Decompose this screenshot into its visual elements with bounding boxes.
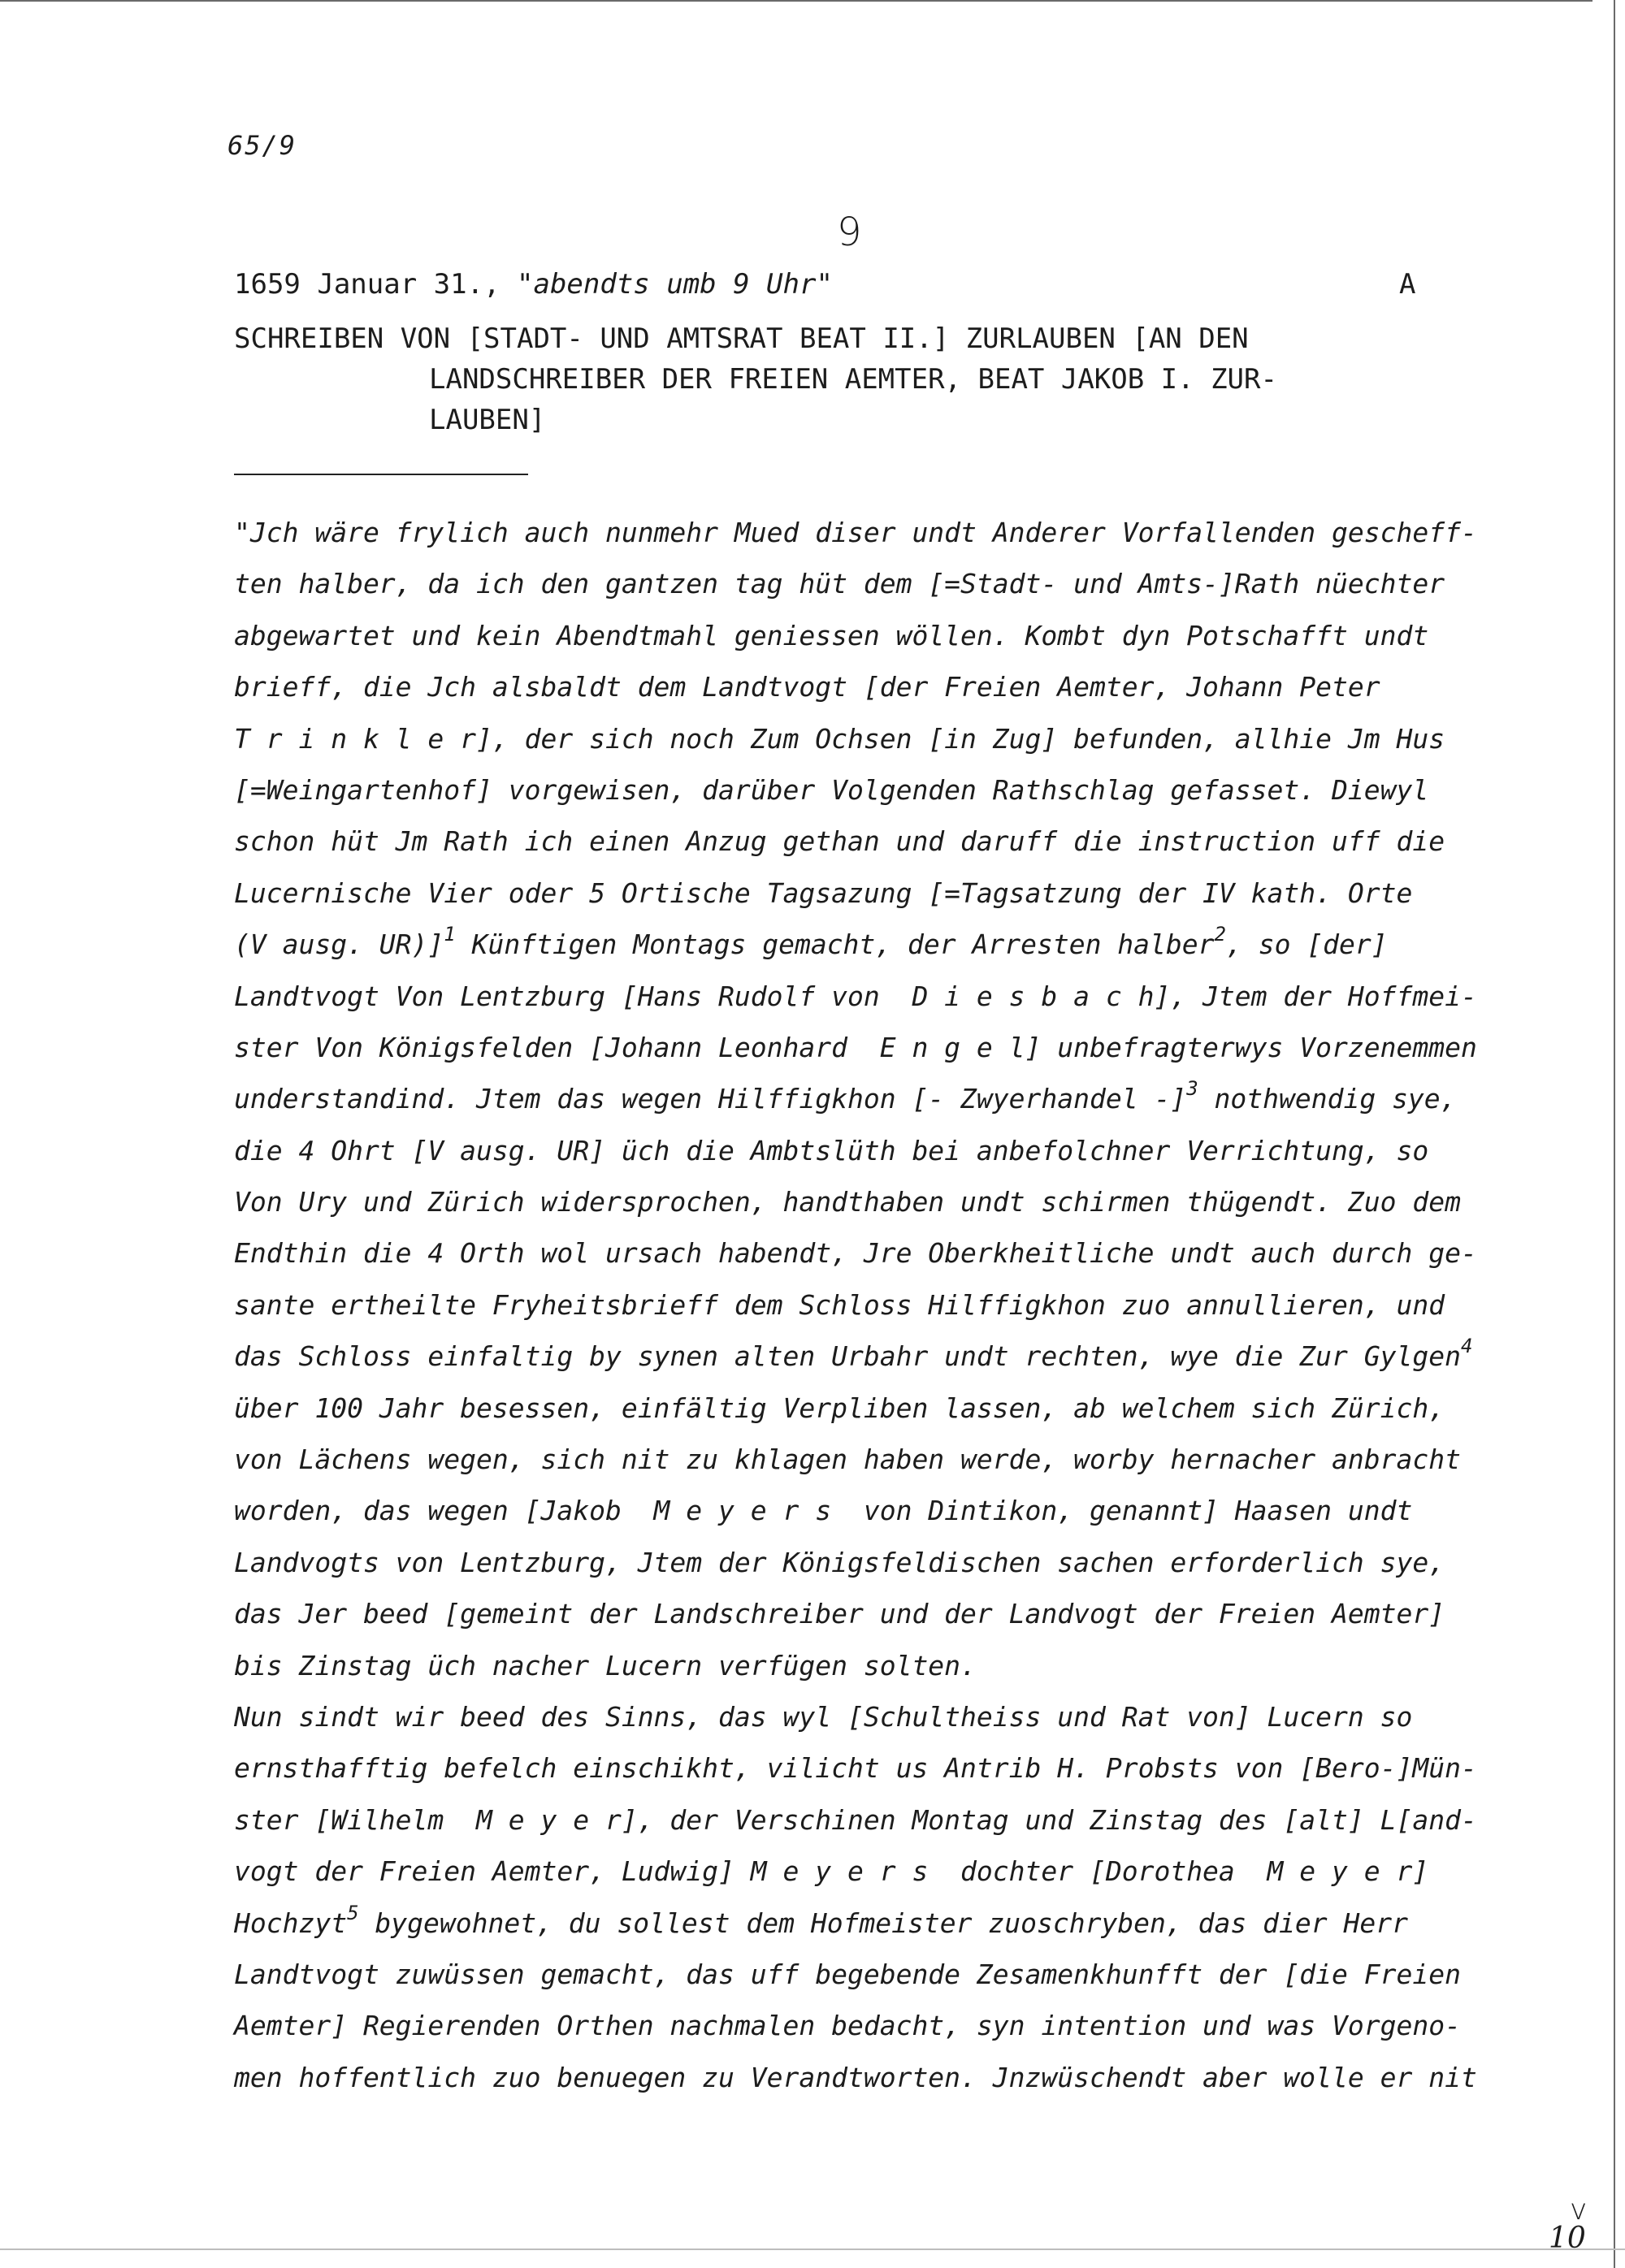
text-segment: (V ausg. UR)] (234, 928, 444, 961)
text-line: Endthin die 4 Orth wol ursach habendt, Jre Oberkheitliche undt auch durch ge- (234, 1237, 1477, 1270)
text-line: Lucernische Vier oder 5 Ortische Tagsazung [=Tagsatzung der IV kath. Orte (234, 876, 1413, 909)
text-line: das Jer beed [gemeint der Landschreiber und der Landvogt der Freien Aemter] (234, 1598, 1445, 1630)
handwritten-check-mark: v (1570, 2193, 1588, 2227)
text-line: ten halber, da ich den gantzen tag hüt dem [=Stadt- und Amts-]Rath nüechter (234, 568, 1445, 600)
text-line: über 100 Jahr besessen, einfältig Verpliben lassen, ab welchem sich Zürich, (234, 1392, 1445, 1424)
footnote-mark: 1 (444, 923, 456, 946)
text-line: Aemter] Regierenden Orthen nachmalen bedacht, syn intention und was Vorgeno- (234, 2010, 1461, 2042)
text-line: sante ertheilte Fryheitsbrieff dem Schloss Hilffigkhon zuo annullieren, und (234, 1288, 1445, 1321)
text-line: bis Zinstag üch nacher Lucern verfügen solten. (234, 1649, 977, 1682)
handwritten-page-number: 10 (1549, 2222, 1586, 2255)
text-line: abgewartet und kein Abendtmahl geniessen wöllen. Kombt dyn Potschafft undt (234, 619, 1429, 651)
text-line: T r i n k l e r], der sich noch Zum Ochsen [in Zug] befunden, allhie Jm Hus (234, 722, 1445, 755)
text-line: Landvogts von Lentzburg, Jtem der Königsfeldischen sachen erforderlich sye, (234, 1546, 1445, 1578)
regest-line: SCHREIBEN VON [STADT- UND AMTSRAT BEAT II.] ZURLAUBEN [AN DEN (234, 322, 1249, 355)
page-edge-bottom (0, 2249, 1625, 2250)
text-line: ster [Wilhelm M e y e r], der Verschinen Montag und Zinstag des [alt] L[and- (234, 1803, 1477, 1836)
regest-line: LAUBEN] (429, 404, 546, 436)
separator-rule (234, 474, 528, 475)
text-line: Landtvogt zuwüssen gemacht, das uff begebende Zesamenkhunfft der [die Freien (234, 1958, 1461, 1990)
text-line: ster Von Königsfelden [Johann Leonhard E n g e l] unbefragterwys Vorzenemmen (234, 1031, 1477, 1063)
text-line (234, 919, 1502, 970)
text-line: ernsthafftig befelch einschikht, vilicht us Antrib H. Probsts von [Bero-]Mün- (234, 1752, 1477, 1785)
text-line: "Jch wäre frylich auch nunmehr Mued diser undt Anderer Vorfallenden gescheff- (234, 517, 1477, 548)
footnote-mark: 2 (1214, 923, 1226, 946)
footnote-mark: 3 (1186, 1077, 1198, 1101)
text-line: vogt der Freien Aemter, Ludwig] M e y e r s dochter [Dorothea M e y e r] (234, 1855, 1429, 1888)
text-line: von Lächens wegen, sich nit zu khlagen haben werde, worby hernacher anbracht (234, 1443, 1461, 1476)
text-line (234, 1331, 1502, 1382)
regest-line: LANDSCHREIBER DER FREIEN AEMTER, BEAT JAKOB I. ZUR- (429, 363, 1277, 396)
text-line: [=Weingartenhof] vorgewisen, darüber Volgenden Rathschlag gefasset. Diewyl (234, 773, 1429, 806)
text-line: men hoffentlich zuo benuegen zu Verandtworten. Jnzwüschendt aber wolle er nit (234, 2061, 1477, 2093)
text-segment: nothwendig sye, (1198, 1083, 1457, 1115)
text-line: Nun sindt wir beed des Sinns, das wyl [Schultheiss und Rat von] Lucern so (234, 1700, 1413, 1733)
text-line: worden, das wegen [Jakob M e y e r s von Dintikon, genannt] Haasen undt (234, 1495, 1413, 1527)
footnote-mark: 5 (347, 1901, 359, 1924)
text-line: Von Ury und Zürich widersprochen, handthaben undt schirmen thügendt. Zuo dem (234, 1186, 1461, 1218)
document-number: 9 (837, 210, 862, 255)
text-line: Landtvogt Von Lentzburg [Hans Rudolf von D i e s b a c h], Jtem der Hoffmei- (234, 980, 1477, 1012)
date-text: 1659 Januar 31., (234, 268, 517, 301)
text-line: brieff, die Jch alsbaldt dem Landtvogt [der Freien Aemter, Johann Peter (234, 671, 1380, 703)
text-segment: bygewohnet, du sollest dem Hofmeister zuoschryben, das dier Herr (358, 1907, 1408, 1939)
text-line (234, 1898, 1502, 1949)
document-version: A (1399, 268, 1416, 301)
page-edge-right (1614, 0, 1615, 2268)
document-date (234, 268, 833, 301)
regest-heading (234, 318, 1502, 440)
text-line: schon hüt Jm Rath ich einen Anzug gethan und daruff die instruction uff die (234, 825, 1445, 858)
text-segment: Hochzyt (234, 1907, 348, 1939)
archive-reference: 65/9 (228, 130, 297, 161)
letter-body (234, 507, 1502, 2103)
text-segment: das Schloss einfaltig by synen alten Urbahr undt rechten, wye die Zur Gylgen (234, 1340, 1461, 1373)
page-edge-top (0, 0, 1592, 2)
text-segment: Künftigen Montags gemacht, der Arresten halber (455, 928, 1215, 961)
text-segment: , so [der] (1225, 928, 1388, 961)
text-line (234, 1073, 1502, 1124)
footnote-mark: 4 (1460, 1335, 1473, 1358)
date-quote: "abendts umb 9 Uhr" (517, 268, 833, 301)
text-line: die 4 Ohrt [V ausg. UR] üch die Ambtslüth bei anbefolchner Verrichtung, so (234, 1134, 1429, 1166)
text-segment: understandind. Jtem das wegen Hilffigkhon [- Zwyerhandel -] (234, 1083, 1187, 1115)
